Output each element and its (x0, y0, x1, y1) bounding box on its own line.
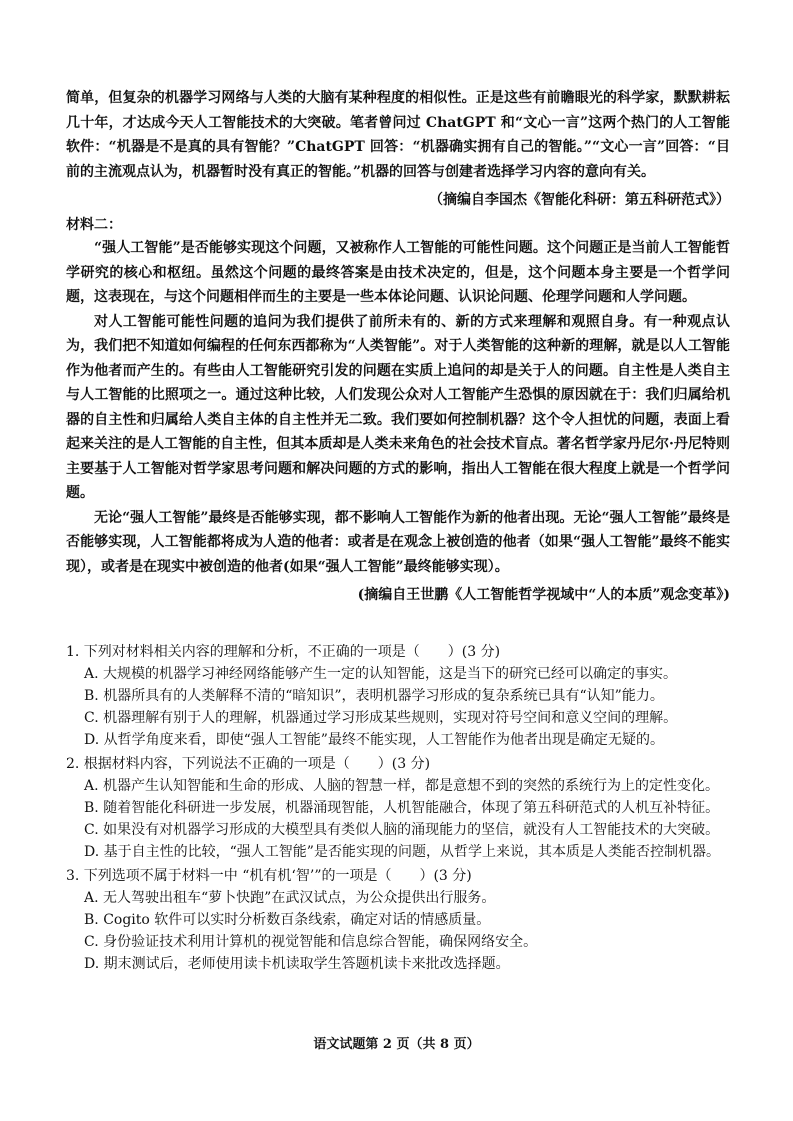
option-d: D. 期末测试后，老师使用读卡机读取学生答题机读卡来批改选择题。 (84, 956, 510, 972)
option-d: D. 从哲学角度来看，即使“强人工智能”最终不能实现，人工智能作为他者出现是确定无疑的。 (84, 732, 664, 748)
option-c: C. 机器理解有别于人的理解，机器通过学习形成某些规则，实现对符号空间和意义空间的理解。 (84, 710, 678, 726)
option-c: C. 身份验证技术利用计算机的视觉智能和信息综合智能，确保网络安全。 (84, 934, 538, 950)
question-stem: 2. 根据材料内容，下列说法不正确的一项是（ ）(3 分) (66, 756, 431, 772)
material-one-source: （摘编自李国杰《智能化科研：第五科研范式》） (429, 192, 730, 208)
material-one-section (66, 86, 730, 212)
option-d: D. 基于自主性的比较，“强人工智能”是否能实现的问题，从哲学上来说，其本质是人类能否控制机器。 (84, 844, 720, 860)
material-two-paragraph-2: 对人工智能可能性问题的追问为我们提供了前所未有的、新的方式来理解和观照自身。有一种观点认为，我们把不知道如何编程的任何东西都称为“人类智能”。对于人类智能的这种新的理解，就是以人工智能作为他者而产生的。有些由人工智能研究引发的问题在实质上追问的却是关于人的问题。自主性是人类自主与人工智能的比照项之一。通过这种比较，人们发现公众对人工智能产生恐惧的原因就在于：我们归属给机器的自主性和归属给人类自主体的自主性并无二致。我们要如何控制机器？这个令人担忧的问题，表面上看起来关注的是人工智能的自主性，但其本质却是人类未来角色的社会技术盲点。著名哲学家丹尼尔·丹尼特则主要基于人工智能对哲学家思考问题和解决问题的方式的影响，指出人工智能在很大程度上就是一个哲学问题。 (66, 313, 730, 501)
question-1 (66, 641, 730, 751)
option-a: A. 机器产生认知智能和生命的形成、人脑的智慧一样，都是意想不到的突然的系统行为上的定性变化。 (84, 778, 720, 794)
material-two-source: (摘编自王世鹏《人工智能哲学视域中“人的本质”观念变革》) (357, 587, 730, 603)
question-2 (66, 753, 730, 863)
question-stem: 3. 下列选项不属于材料一中 “机有机‘智’”的一项是（ ）(3 分) (66, 868, 472, 884)
exam-page (66, 86, 730, 975)
page-footer: 语文试题第 2 页（共 8 页） (313, 1037, 480, 1052)
material-two-heading: 材料二： (66, 217, 122, 233)
option-a: A. 无人驾驶出租车“萝卜快跑”在武汉试点，为公众提供出行服务。 (84, 890, 496, 906)
questions-section (66, 641, 730, 975)
material-two-paragraph-3: 无论“强人工智能”最终是否能够实现，都不影响人工智能作为新的他者出现。无论“强人工智能”最终是否能够实现，人工智能都将成为人造的他者：或者是在观念上被创造的他者（如果“强人工智能”最终不能实现），或者是在现实中被创造的他者(如果“强人工智能”最终能够实现）。 (66, 509, 730, 575)
material-one-continuation: 简单，但复杂的机器学习网络与人类的大脑有某种程度的相似性。正是这些有前瞻眼光的科学家，默默耕耘几十年，才达成今天人工智能技术的大突破。笔者曾问过 ChatGPT 和“文心一言”这两个热门的人工智能软件：“机器是不是真的具有智能？”ChatGPT 回答：“机器确实拥有自己的智能。”“文心一言”回答：“目前的主流观点认为，机器暂时没有真正的智能。”机器的回答与创建者选择学习内容的意向有关。 (66, 90, 730, 180)
option-b: B. 机器所具有的人类解释不清的“暗知识”，表明机器学习形成的复杂系统已具有“认知”能力。 (84, 688, 664, 704)
option-b: B. 随着智能化科研进一步发展，机器涌现智能，人机智能融合，体现了第五科研范式的人机互补特征。 (84, 800, 720, 816)
option-b: B. Cogito 软件可以实时分析数百条线索，确定对话的情感质量。 (84, 912, 491, 928)
material-two-paragraph-1: “强人工智能”是否能够实现这个问题，又被称作人工智能的可能性问题。这个问题正是当前人工智能哲学研究的核心和枢纽。虽然这个问题的最终答案是由技术决定的，但是，这个问题本身主要是一个哲学问题，这表现在，与这个问题相伴而生的主要是一些本体论问题、认识论问题、伦理学问题和人学问题。 (66, 240, 730, 305)
option-a: A. 大规模的机器学习神经网络能够产生一定的认知智能，这是当下的研究已经可以确定的事实。 (84, 666, 678, 682)
question-stem: 1. 下列对材料相关内容的理解和分析，不正确的一项是（ ）(3 分) (66, 644, 501, 660)
material-two-section (66, 214, 730, 607)
option-c: C. 如果没有对机器学习形成的大模型具有类似人脑的涌现能力的坚信，就没有人工智能技术的大突破。 (84, 822, 720, 838)
question-3 (66, 865, 730, 975)
